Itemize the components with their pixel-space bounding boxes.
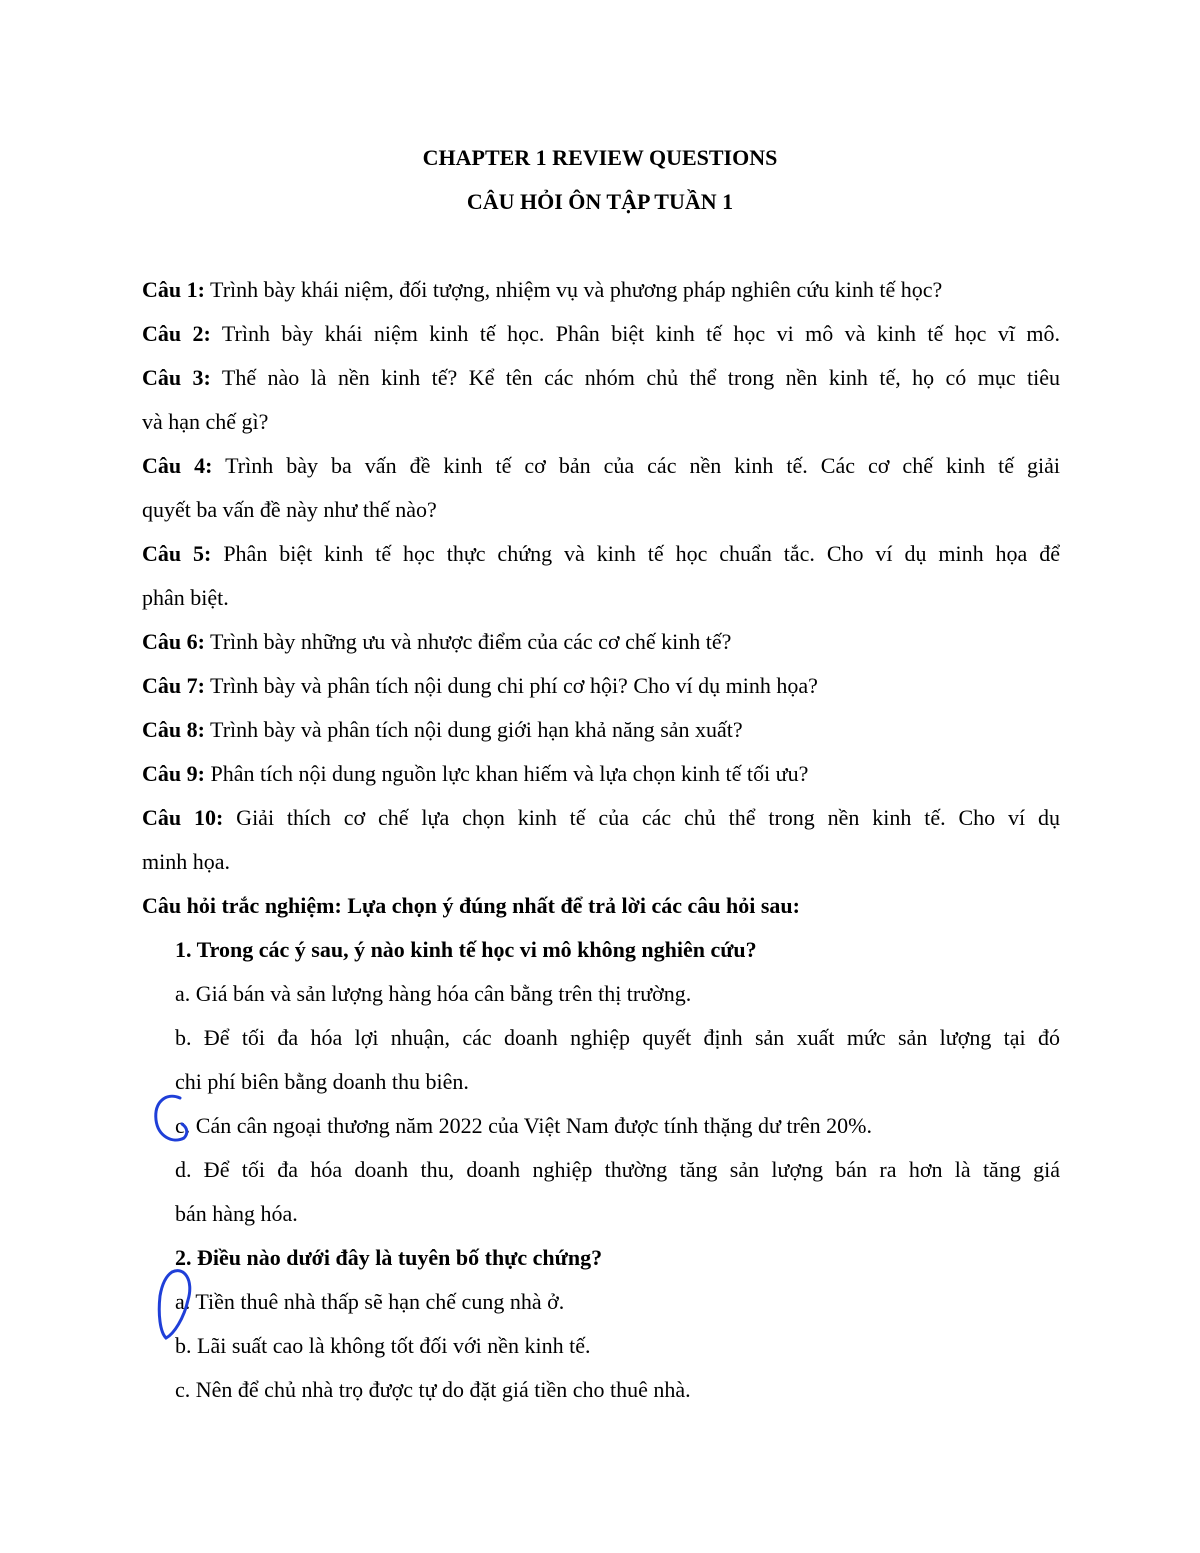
mc-1-option-d: d. Để tối đa hóa doanh thu, doanh nghiệp thường tăng sản lượng bán ra hơn là tăng giá — [175, 1157, 1060, 1182]
mc-2-option-c: c. Nên để chủ nhà trọ được tự do đặt giá tiền cho thuê nhà. — [175, 1377, 691, 1402]
question-5-continued: phân biệt. — [142, 585, 229, 610]
question-3-continued: và hạn chế gì? — [142, 409, 269, 434]
mc-1-option-b-continued: chi phí biên bằng doanh thu biên. — [175, 1069, 469, 1094]
mc-2-option-b: b. Lãi suất cao là không tốt đối với nền kinh tế. — [175, 1333, 591, 1358]
question-5: Câu 5: Phân biệt kinh tế học thực chứng và kinh tế học chuẩn tắc. Cho ví dụ minh họa để — [142, 541, 1061, 566]
question-9: Câu 9: Phân tích nội dung nguồn lực khan hiếm và lựa chọn kinh tế tối ưu? — [142, 761, 809, 786]
mc-heading: Câu hỏi trắc nghiệm: Lựa chọn ý đúng nhất để trả lời các câu hỏi sau: — [142, 893, 800, 918]
mc-1-option-d-continued: bán hàng hóa. — [175, 1201, 298, 1226]
question-4-continued: quyết ba vấn đề này như thế nào? — [142, 497, 437, 522]
mc-question-1: 1. Trong các ý sau, ý nào kinh tế học vi mô không nghiên cứu? — [175, 937, 757, 962]
question-2: Câu 2: Trình bày khái niệm kinh tế học. Phân biệt kinh tế học vi mô và kinh tế học vĩ mô. — [142, 321, 1060, 346]
question-10-continued: minh họa. — [142, 849, 230, 874]
title-vietnamese: CÂU HỎI ÔN TẬP TUẦN 1 — [466, 189, 734, 214]
mc-1-option-a: a. Giá bán và sản lượng hàng hóa cân bằng trên thị trường. — [175, 981, 692, 1006]
question-10: Câu 10: Giải thích cơ chế lựa chọn kinh tế của các chủ thể trong nền kinh tế. Cho ví dụ — [142, 805, 1060, 830]
question-3: Câu 3: Thế nào là nền kinh tế? Kể tên các nhóm chủ thể trong nền kinh tế, họ có mục tiêu — [142, 365, 1061, 390]
title-english: CHAPTER 1 REVIEW QUESTIONS — [422, 145, 778, 170]
question-6: Câu 6: Trình bày những ưu và nhược điểm của các cơ chế kinh tế? — [142, 629, 732, 654]
question-1: Câu 1: Trình bày khái niệm, đối tượng, nhiệm vụ và phương pháp nghiên cứu kinh tế học? — [142, 277, 943, 302]
mc-2-option-a: a. Tiền thuê nhà thấp sẽ hạn chế cung nhà ở. — [175, 1289, 565, 1314]
question-7: Câu 7: Trình bày và phân tích nội dung chi phí cơ hội? Cho ví dụ minh họa? — [142, 673, 818, 698]
mc-1-option-b: b. Để tối đa hóa lợi nhuận, các doanh nghiệp quyết định sản xuất mức sản lượng tại đó — [175, 1025, 1060, 1050]
question-4: Câu 4: Trình bày ba vấn đề kinh tế cơ bản của các nền kinh tế. Các cơ chế kinh tế giải — [142, 453, 1061, 478]
question-8: Câu 8: Trình bày và phân tích nội dung giới hạn khả năng sản xuất? — [142, 717, 743, 742]
mc-1-option-c: c. Cán cân ngoại thương năm 2022 của Việt Nam được tính thặng dư trên 20%. — [175, 1113, 872, 1138]
mc-question-2: 2. Điều nào dưới đây là tuyên bố thực chứng? — [175, 1245, 603, 1270]
